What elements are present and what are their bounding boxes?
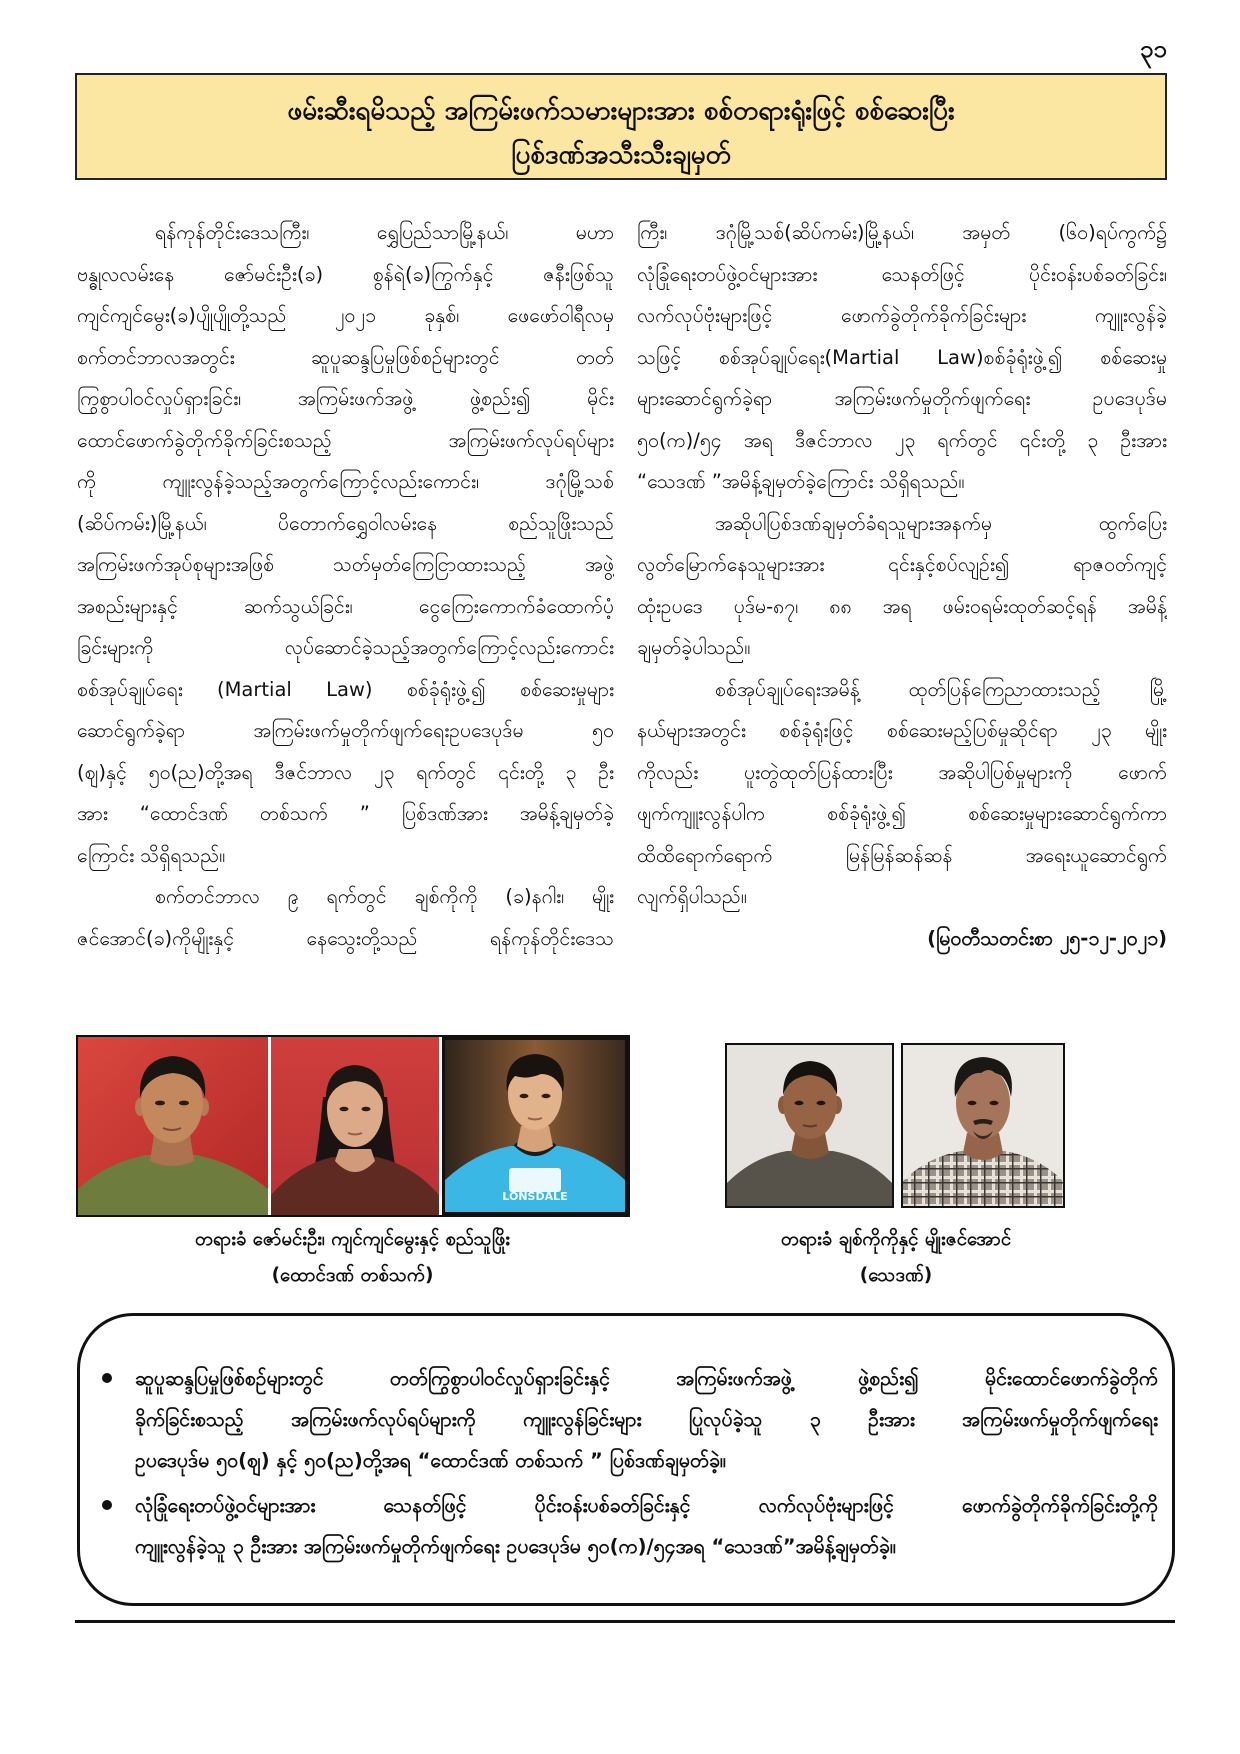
eye <box>179 1101 189 1106</box>
summary-line: ခိုက်ခြင်းစသည့် အကြမ်းဖက်လုပ်ရပ်များကို ကျူးလွန်ခြင်းများ ပြုလုပ်ခဲ့သူ ၃ ဦးအား အကြမ်းဖက်မှုတိုက်ဖျက်ရေး <box>135 1408 1158 1431</box>
article-line: ထောင်ဖောက်ခွဲတိုက်ခိုက်ခြင်းစသည့် အကြမ်းဖက်လုပ်ရပ်များ <box>77 428 614 452</box>
article-line: ကြောင်း သိရှိရသည်။ <box>77 843 226 867</box>
article-line: (ဈ)နှင့် ၅၀(ည)တို့အရ ဒီဇင်ဘာလ ၂၃ ရက်တွင် ၎င်းတို့ ၃ ဦး <box>77 760 614 784</box>
article-line: စစ်အုပ်ချုပ်ရေး (Martial Law) စစ်ခုံရုံးဖွဲ့၍ စစ်ဆေးမှုများ <box>77 677 614 701</box>
bullet-icon <box>102 1500 112 1510</box>
suspect-photo-4 <box>725 1043 894 1208</box>
article-line: အဆိုပါပြစ်ဒဏ်ချမှတ်ခံရသူများအနက်မှ ထွက်ပြေး <box>715 511 1167 535</box>
photo-caption-death-sentence-verdict: (သေဒဏ်) <box>859 1265 933 1286</box>
article-right-column <box>637 212 1167 962</box>
eye <box>340 1107 349 1112</box>
eye <box>990 1101 999 1105</box>
article-line: ချမှတ်ခဲ့ပါသည်။ <box>637 636 751 659</box>
article-paragraph <box>77 876 614 959</box>
eye <box>817 1101 826 1105</box>
article-line: ထိထိရောက်ရောက် မြန်မြန်ဆန်ဆန် အရေးယူဆောင်ရွက် <box>637 843 1167 867</box>
article-line: ၅၀(က)/၅၄ အရ ဒီဇင်ဘာလ ၂၃ ရက်တွင် ၎င်းတို့ ၃ ဦးအား <box>637 428 1167 452</box>
headline-box <box>75 73 1167 180</box>
suspect-photo-3 <box>442 1037 628 1215</box>
article-line: လွတ်မြောက်နေသူများအား ၎င်းနှင့်စပ်လျဉ်း၍ ရာဇဝတ်ကျင့် <box>637 553 1167 576</box>
bullet-icon <box>102 1373 112 1383</box>
headline-line-2: ပြစ်ဒဏ်အသီးသီးချမှတ် <box>511 140 731 170</box>
summary-box <box>77 1313 1175 1606</box>
article-paragraph <box>637 669 1167 918</box>
article-line: “သေဒဏ် ”အမိန့်ချမှတ်ခဲ့ကြောင်း သိရှိရသည်။ <box>637 470 965 493</box>
article-line: ကျင်ကျင်မွေး(ခ)ပျိုပျိုတို့သည် ၂၀၂၁ ခုနှစ်၊ ဖေဖော်ဝါရီလမှ <box>77 304 614 327</box>
article-source: (မြဝတီသတင်းစာ ၂၅-၁၂-၂၀၂၁) <box>927 926 1167 950</box>
article-paragraph <box>637 212 1167 503</box>
suspect-photo-2-image <box>271 1037 439 1215</box>
article-paragraph <box>637 503 1167 669</box>
article-line: (ဆိပ်ကမ်း)မြို့နယ်၊ ပိတောက်ရွှေဝါလမ်းနေ စည်သူဖြိုးသည် <box>77 511 614 535</box>
suspect-photo-1 <box>78 1037 268 1215</box>
article-line: များဆောင်ရွက်ခဲ့ရာ အကြမ်းဖက်မှုတိုက်ဖျက်ရေး ဥပဒေပုဒ်မ <box>637 387 1167 410</box>
article-line: လျက်ရှိပါသည်။ <box>637 885 747 908</box>
eye <box>968 1101 977 1105</box>
article-line: ကြွစွာပါဝင်လှုပ်ရှားခြင်း၊ အကြမ်းဖက်အဖွဲ့ ဖွဲ့စည်း၍ မိုင်း <box>77 387 614 410</box>
shirt-logo-text: LONSDALE <box>502 1190 568 1203</box>
eye <box>155 1101 165 1106</box>
eye <box>362 1107 371 1112</box>
article-line: ဇင်အောင်(ခ)ကိုမျိုးနှင့် နေသွေးတို့သည် ရန်ကုန်တိုင်းဒေသ <box>77 926 614 950</box>
summary-bullet <box>80 1485 1172 1567</box>
summary-line: ကျူးလွန်ခဲ့သူ ၃ ဦးအား အကြမ်းဖက်မှုတိုက်ဖျက်ရေး ဥပဒေပုဒ်မ ၅၀(က)/၅၄အရ “သေဒဏ်”အမိန့်ချမှတ်ခဲ့။ <box>135 1535 896 1558</box>
article-line: ဆောင်ရွက်ခဲ့ရာ အကြမ်းဖက်မှုတိုက်ဖျက်ရေးဥပဒေပုဒ်မ ၅၀ <box>77 719 614 742</box>
summary-line: လုံခြုံရေးတပ်ဖွဲ့ဝင်များအား သေနတ်ဖြင့် ပိုင်းဝန်းပစ်ခတ်ခြင်းနှင့် လက်လုပ်ဗုံးများဖြင့် ဖောက်ခွဲတိုက်ခိုက်ခြင်းတို့ကို <box>135 1494 1158 1517</box>
bottom-rule <box>75 1620 1175 1623</box>
headline-line-1: ဖမ်းဆီးရမိသည့် အကြမ်းဖက်သမားများအား စစ်တရားရုံးဖြင့် စစ်ဆေးပြီး <box>287 96 955 126</box>
suspect-photo-1-image <box>78 1037 268 1215</box>
article-line: အကြမ်းဖက်အုပ်စုများအဖြစ် သတ်မှတ်ကြေငြာထားသည့် အဖွဲ့ <box>77 553 614 576</box>
eye <box>795 1101 804 1105</box>
photo-group-life-sentence <box>76 1035 630 1217</box>
article-line: ရန်ကုန်တိုင်းဒေသကြီး၊ ရွှေပြည်သာမြို့နယ်၊ မဟာ <box>155 221 614 244</box>
suspect-photo-2 <box>271 1037 439 1215</box>
summary-bullet <box>80 1358 1172 1481</box>
eye <box>520 1094 529 1098</box>
article-left-column <box>77 212 614 962</box>
article-line: ဖျက်ကျူးလွန်ပါက စစ်ခုံရုံးဖွဲ့၍ စစ်ဆေးမှုများဆောင်ရွက်ကာ <box>637 802 1167 825</box>
eye <box>542 1094 551 1098</box>
article-line: လက်လုပ်ဗုံးများဖြင့် ဖောက်ခွဲတိုက်ခိုက်ခြင်းများ ကျူးလွန်ခဲ့ <box>637 304 1167 327</box>
article-line: နယ်များအတွင်း စစ်ခုံရုံးဖြင့် စစ်ဆေးမည့်ပြစ်မှုဆိုင်ရာ ၂၃ မျိုး <box>637 719 1167 742</box>
article-line: အစည်းများနှင့် ဆက်သွယ်ခြင်း၊ ငွေကြေးကောက်ခံထောက်ပံ့ <box>77 594 614 618</box>
article-paragraph <box>77 212 614 876</box>
article-line: စက်တင်ဘာလအတွင်း ဆူပူဆန္ဒပြမှုဖြစ်စဉ်များတွင် တတ် <box>77 345 614 369</box>
article-line: အား “ထောင်ဒဏ် တစ်သက် ” ပြစ်ဒဏ်အား အမိန့်ချမှတ်ခဲ့ <box>77 802 614 825</box>
photo-caption-life-sentence-verdict: (ထောင်ဒဏ် တစ်သက်) <box>271 1265 434 1286</box>
photo-caption-death-sentence-names: တရားခံ ချစ်ကိုကိုနှင့် မျိုးဇင်အောင် <box>780 1229 1012 1250</box>
photo-caption-life-sentence-names: တရားခံ ဇော်မင်းဦး၊ ကျင်ကျင်မွေးနှင့် စည်သူဖြိုး <box>195 1229 510 1250</box>
article-line: ခြင်းများကို လုပ်ဆောင်ခဲ့သည့်အတွက်ကြောင့်လည်းကောင်း <box>77 636 614 659</box>
article-line: ထုံးဥပဒေ ပုဒ်မ-၈၇၊ ၈၈ အရ ဖမ်းဝရမ်းထုတ်ဆင့်ရန် အမိန့် <box>637 594 1167 618</box>
summary-line: ဥပဒေပုဒ်မ ၅၀(ဈ) နှင့် ၅၀(ည)တို့အရ “ထောင်ဒဏ် တစ်သက် ” ပြစ်ဒဏ်ချမှတ်ခဲ့။ <box>135 1449 726 1472</box>
shirt-logo-icon <box>509 1168 561 1192</box>
suspect-photo-5-image <box>903 1045 1063 1206</box>
article-line: ကို ကျူးလွန်ခဲ့သည့်အတွက်ကြောင့်လည်းကောင်း၊ ဒဂုံမြို့သစ် <box>77 470 614 493</box>
page-number: ၃၁ <box>1140 35 1167 63</box>
summary-line: ဆူပူဆန္ဒပြမှုဖြစ်စဉ်များတွင် တတ်ကြွစွာပါဝင်လှုပ်ရှားခြင်းနှင့် အကြမ်းဖက်အဖွဲ့ ဖွဲ့စည်း၍ မိုင်းထောင်ဖောက်ခွဲတိုက် <box>135 1367 1158 1390</box>
suspect-photo-5 <box>901 1043 1065 1208</box>
article-line: သဖြင့် စစ်အုပ်ချုပ်ရေး(Martial Law)စစ်ခုံရုံးဖွဲ့၍ စစ်ဆေးမှု <box>637 345 1167 369</box>
article-line: စက်တင်ဘာလ ၉ ရက်တွင် ချစ်ကိုကို (ခ)နဂါး၊ မျိုး <box>155 885 614 908</box>
article-line: ကိုလည်း ပူးတွဲထုတ်ပြန်ထားပြီး အဆိုပါပြစ်မှုများကို ဖောက် <box>637 760 1167 784</box>
suspect-photo-3-image <box>445 1040 625 1212</box>
article-line: ဗန္ဓုလလမ်းနေ ဇော်မင်းဦး(ခ) စွန်ရဲ(ခ)ကြွက်နှင့် ဇနီးဖြစ်သူ <box>77 262 614 286</box>
article-line: လုံခြုံရေးတပ်ဖွဲ့ဝင်များအား သေနတ်ဖြင့် ပိုင်းဝန်းပစ်ခတ်ခြင်း၊ <box>637 262 1167 286</box>
suspect-photo-4-image <box>727 1045 892 1206</box>
article-line: စစ်အုပ်ချုပ်ရေးအမိန့် ထုတ်ပြန်ကြေညာထားသည့် မြို့ <box>715 677 1167 701</box>
article-line: ကြီး၊ ဒဂုံမြို့သစ်(ဆိပ်ကမ်း)မြို့နယ်၊ အမှတ် (၆၀)ရပ်ကွက်၌ <box>637 221 1167 244</box>
